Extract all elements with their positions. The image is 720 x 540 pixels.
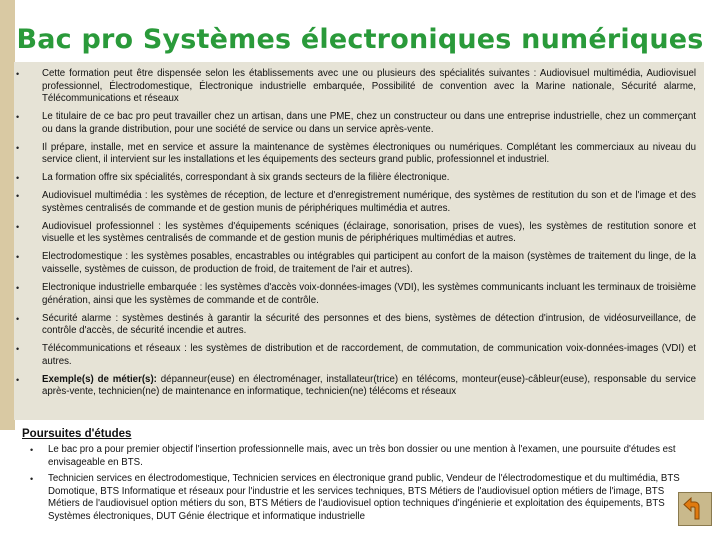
bullet-dot: • bbox=[16, 283, 20, 294]
list-item-text: Sécurité alarme : systèmes destinés à garantir la sécurité des personnes et des biens, systèmes de détection d'intrusion, de vidéosurveillance, de contrôle d'accès, de sécurité incendie et autres. bbox=[42, 312, 696, 337]
list-item bbox=[14, 313, 696, 338]
list-item bbox=[14, 111, 696, 136]
bullet-dot: • bbox=[16, 313, 20, 324]
list-item-text: Cette formation peut être dispensée selon les établissements avec une ou plusieurs des spécialités suivantes : Audiovisuel multimédia, Audiovisuel professionnel, Électrodomestique, Électronique industrielle embarquée, Possibilité de convention avec la Marine nationale, Sécurité alarme, Télécommunications et réseaux bbox=[42, 68, 696, 105]
back-button[interactable] bbox=[678, 492, 712, 526]
slide-title: Bac pro Systèmes électroniques numériques bbox=[16, 24, 704, 55]
list-item bbox=[14, 142, 696, 167]
list-item bbox=[14, 343, 696, 368]
poursuites-list bbox=[22, 444, 694, 524]
list-item bbox=[14, 251, 696, 276]
bullet-dot: • bbox=[16, 191, 20, 202]
poursuites-title: Poursuites d'études bbox=[22, 428, 132, 440]
list-item-text: Audiovisuel professionnel : les systèmes d'équipements scéniques (éclairage, sonorisation, prises de vues), les systèmes de restitution sonore et visuelle et les systèmes centralisés de commande et de gestion munis de périphériques multimédias et autres. bbox=[42, 220, 696, 245]
list-item bbox=[14, 282, 696, 307]
jobs-label: Exemple(s) de métier(s): bbox=[42, 373, 157, 385]
list-item-text: Le bac pro a pour premier objectif l'insertion professionnelle mais, avec un très bon dossier ou une mention à l'examen, une poursuite d'études est envisageable en BTS. bbox=[48, 444, 676, 468]
list-item bbox=[14, 190, 696, 215]
bullet-dot: • bbox=[16, 221, 20, 232]
poursuites-section bbox=[22, 444, 694, 528]
list-item-text: La formation offre six spécialités, correspondant à six grands secteurs de la filière électronique. bbox=[42, 172, 450, 184]
content-panel bbox=[14, 62, 704, 420]
bullet-dot: • bbox=[30, 445, 34, 455]
list-item bbox=[14, 172, 696, 185]
bullet-dot: • bbox=[16, 69, 20, 79]
list-item bbox=[14, 221, 696, 246]
jobs-text: dépanneur(euse) en électroménager, installateur(trice) en télécoms, monteur(euse)-câbleur(euse), responsable du service après-vente, technicien(ne) de maintenance en informatique, technicien(ne) télécoms et réseaux bbox=[42, 373, 696, 398]
bullet-dot: • bbox=[16, 374, 20, 385]
bullet-dot: • bbox=[16, 252, 20, 263]
list-item-text: Audiovisuel multimédia : les systèmes de réception, de lecture et d'enregistrement numérique, des systèmes de restitution du son et de l'image et des systèmes centralisés de commande et de gestion munis de périphériques multimédia et autres. bbox=[42, 190, 696, 214]
bullet-dot: • bbox=[16, 344, 20, 355]
list-item-text: Le titulaire de ce bac pro peut travailler chez un artisan, dans une PME, chez un constructeur ou dans une entreprise industrielle, chez un commerçant ou dans la grande distribution, pour une société de service ou dans un service après-vente. bbox=[42, 111, 696, 135]
left-decorative-stripe bbox=[0, 0, 15, 430]
list-item bbox=[22, 444, 694, 469]
list-item-text: Technicien services en électrodomestique, Technicien services en électronique grand public, Vendeur de l'électrodomestique et du multimédia, BTS Domotique, BTS Informatique et réseaux pour l'industrie et les services techniques, BTS Métiers de l'audiovisuel option métiers de l'image, BTS Métiers de l'audiovisuel option métiers du son, BTS Métiers de l'audiovisuel option techniques d'ingénierie et exploitation des équipements, BTS Systèmes électroniques, DUT Génie électrique et informatique industrielle bbox=[48, 473, 680, 522]
bullet-list bbox=[14, 62, 704, 399]
jobs-item bbox=[14, 374, 696, 399]
bullet-dot: • bbox=[16, 142, 20, 153]
list-item-text: Télécommunications et réseaux : les systèmes de distribution et de raccordement, de commutation, de communication voix-données-images (VDI) et autres. bbox=[42, 343, 696, 367]
bullet-dot: • bbox=[16, 173, 20, 184]
list-item bbox=[22, 473, 694, 523]
list-item-text: Electronique industrielle embarquée : les systèmes d'accès voix-données-images (VDI), les systèmes communicants incluant les terminaux de troisième génération, ainsi que les systèmes de commande et de contrôle. bbox=[42, 282, 696, 306]
bullet-dot: • bbox=[30, 474, 34, 485]
return-arrow-icon bbox=[682, 496, 708, 522]
list-item-text: Il prépare, installe, met en service et assure la maintenance de systèmes électroniques ou numériques. Complétant les commerciaux au niveau du service client, il intervient sur les installations et les équipements des secteurs grand public, professionnel et industriel. bbox=[42, 141, 696, 166]
list-item-text: Electrodomestique : les systèmes posables, encastrables ou intégrables qui participent au confort de la maison (systèmes de traitement du linge, de la vaisselle, systèmes de cuisson, de production de froid, de traitement de l'air et autres). bbox=[42, 251, 696, 276]
list-item bbox=[14, 68, 696, 106]
bullet-dot: • bbox=[16, 112, 20, 123]
